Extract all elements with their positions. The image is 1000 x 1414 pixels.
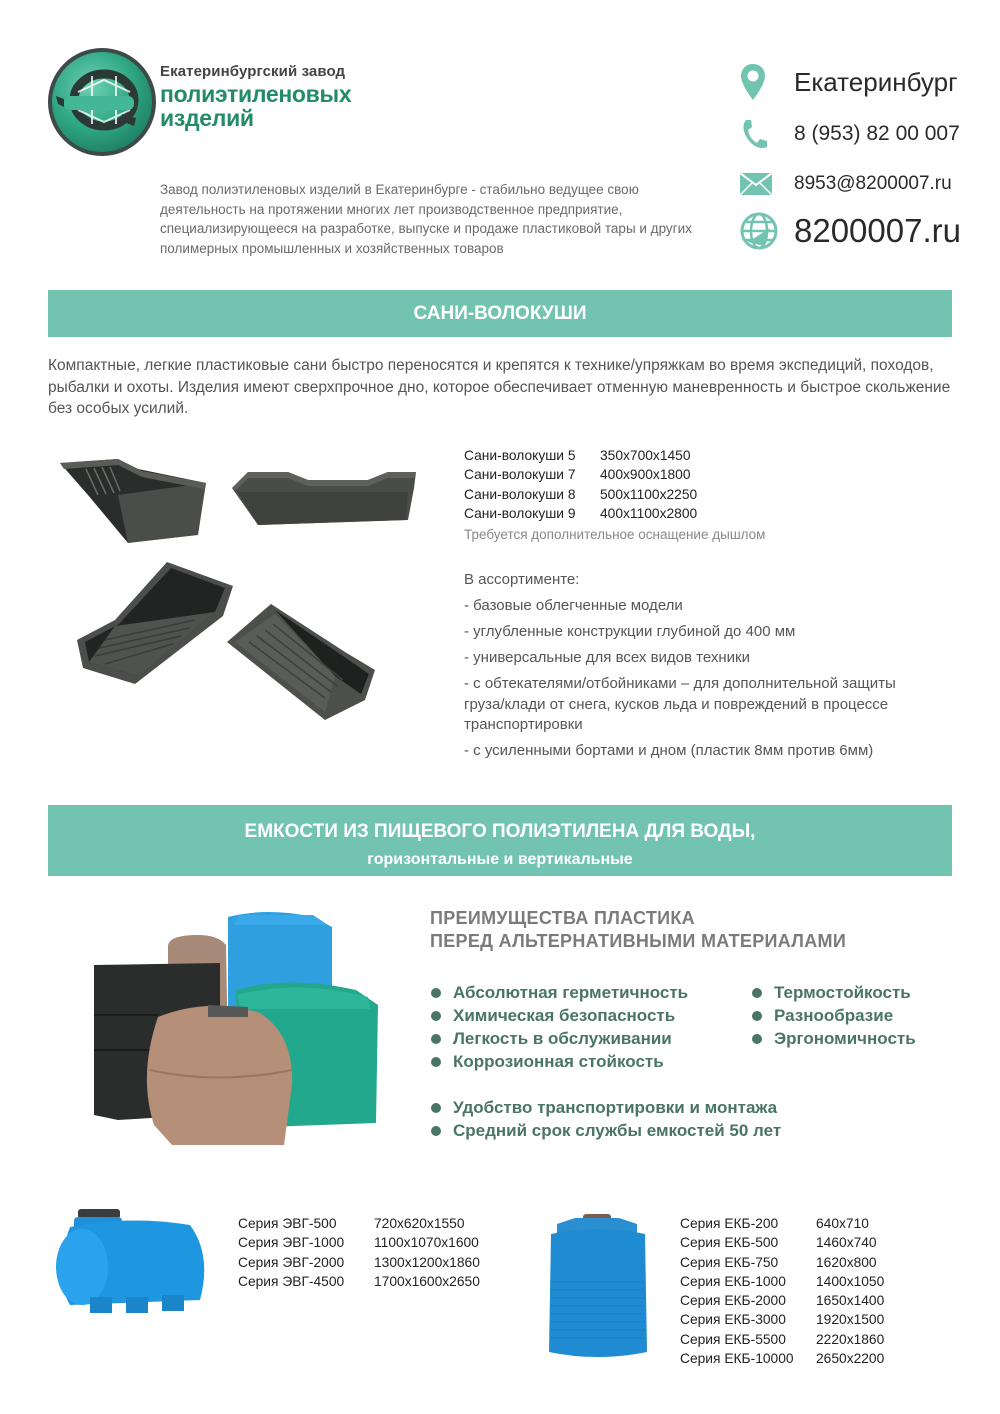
advantages-list-bottom <box>431 1096 781 1142</box>
bullet-icon <box>752 988 762 998</box>
section-header-tanks <box>48 805 952 876</box>
assortment-item: - углубленные конструкции глубиной до 400 мм <box>464 623 796 640</box>
series-row: Серия ЕКБ-1000 1400x1050 <box>680 1273 885 1289</box>
series-row: Серия ЕКБ-3000 1920x1500 <box>680 1312 885 1328</box>
logo-text-line2: полиэтиленовых <box>160 81 352 107</box>
advantage-item: Эргономичность <box>752 1027 916 1050</box>
model-size: 400x900x1800 <box>600 467 691 483</box>
phone-text[interactable]: 8 (953) 82 00 007 <box>794 122 960 145</box>
bullet-icon <box>431 1057 441 1067</box>
sleds-note: Требуется дополнительное оснащение дышлом <box>464 527 766 542</box>
sled-image-1 <box>58 455 208 550</box>
advantages-title-line1: ПРЕИМУЩЕСТВА ПЛАСТИКА <box>430 908 695 928</box>
series-row: Серия ЕКБ-5500 2220x1860 <box>680 1331 885 1347</box>
bullet-icon <box>431 1034 441 1044</box>
tanks-group-image <box>88 905 388 1155</box>
advantages-list-right <box>752 981 916 1051</box>
advantage-item: Коррозионная стойкость <box>431 1051 688 1074</box>
tanks-title: ЕМКОСТИ ИЗ ПИЩЕВОГО ПОЛИЭТИЛЕНА ДЛЯ ВОДЫ, <box>244 821 756 842</box>
horizontal-tank-image <box>50 1205 215 1320</box>
advantage-item: Разнообразие <box>752 1004 916 1027</box>
assortment-item: - базовые облегченные модели <box>464 597 683 614</box>
assortment-item: - с усиленными бортами и дном (пластик 8мм против 6мм) <box>464 742 874 759</box>
website-link[interactable]: 8200007.ru <box>794 212 961 249</box>
section-header-sleds: САНИ-ВОЛОКУШИ <box>48 290 952 337</box>
series-row: Серия ЭВГ-500 720x620x1550 <box>238 1216 465 1231</box>
email-link[interactable]: 8953@8200007.ru <box>794 173 952 194</box>
series-row: Серия ЕКБ-10000 2650x2200 <box>680 1351 885 1367</box>
city-text: Екатеринбург <box>794 66 958 97</box>
model-size: 500x1100x2250 <box>600 486 698 502</box>
contact-city <box>740 64 958 100</box>
assortment-title: В ассортименте: <box>464 571 580 588</box>
sleds-assortment <box>464 570 934 767</box>
sled-image-2 <box>228 470 418 535</box>
model-name: Сани-волокуши 7 <box>464 467 576 483</box>
series-row: Серия ЭВГ-4500 1700x1600x2650 <box>238 1273 480 1289</box>
advantages-title-line2: ПЕРЕД АЛЬТЕРНАТИВНЫМИ МАТЕРИАЛАМИ <box>430 931 847 951</box>
phone-icon <box>740 116 780 152</box>
advantage-item: Легкость в обслуживании <box>431 1027 688 1050</box>
sled-image-3 <box>75 560 235 695</box>
logo-text-line1: Екатеринбургский завод <box>160 63 346 80</box>
bullet-icon <box>431 1011 441 1021</box>
contact-website[interactable] <box>740 212 961 250</box>
sled-image-4 <box>225 602 380 727</box>
series-row: Серия ЭВГ-2000 1300x1200x1860 <box>238 1254 480 1270</box>
company-intro: Завод полиэтиленовых изделий в Екатеринбурге - стабильно ведущее свою деятельность на протяжении многих лет производственное предприятие, специализирующееся на разработке, выпуске и продаже пластиковой тары и других полимерных промышленных и хозяйственных товаров <box>160 182 692 256</box>
advantage-item: Удобство транспортировки и монтажа <box>431 1096 781 1119</box>
spec-row <box>464 504 697 523</box>
evg-series-table <box>238 1214 480 1291</box>
advantages-list-left <box>431 981 688 1074</box>
spec-row <box>464 446 697 465</box>
advantages-title <box>430 907 846 953</box>
model-name: Сани-волокуши 5 <box>464 448 576 463</box>
series-row: Серия ЕКБ-500 1460x740 <box>680 1235 877 1251</box>
assortment-item: - универсальные для всех видов техники <box>464 649 750 666</box>
series-row: Серия ЭВГ-1000 1100x1070x1600 <box>238 1235 479 1251</box>
series-row: Серия ЕКБ-200 640x710 <box>680 1216 869 1231</box>
ekb-series-table <box>680 1214 884 1368</box>
sleds-spec-table <box>464 446 697 523</box>
assortment-item: - с обтекателями/отбойниками – для дополнительной защиты груза/клади от снега, кусков льда и повреждений в процессе транспортировки <box>464 675 896 733</box>
bullet-icon <box>752 1034 762 1044</box>
series-row: Серия ЕКБ-750 1620x800 <box>680 1254 877 1270</box>
model-size: 400x1100x2800 <box>600 505 698 521</box>
model-size: 350x700x1450 <box>600 448 691 463</box>
contact-phone[interactable] <box>740 116 960 152</box>
contact-email[interactable] <box>740 166 952 202</box>
globe-icon <box>740 213 780 249</box>
advantage-item: Абсолютная герметичность <box>431 981 688 1004</box>
sleds-description: Компактные, легкие пластиковые сани быстро переносятся и крепятся к технике/упряжкам во время экспедиций, походов, рыбалки и охоты. Изделия имеют сверхпрочное дно, которое обеспечивает отменную маневренность и быстрое скольжение без особых усилий. <box>48 357 951 417</box>
envelope-icon <box>740 166 780 202</box>
vertical-tank-image <box>545 1212 650 1367</box>
spec-row <box>464 465 697 484</box>
bullet-icon <box>431 988 441 998</box>
location-pin-icon <box>740 64 780 100</box>
bullet-icon <box>431 1126 441 1136</box>
spec-row <box>464 485 697 504</box>
bullet-icon <box>431 1103 441 1113</box>
logo-text-line3: изделий <box>160 105 254 131</box>
globe-e-hands-icon <box>52 52 152 152</box>
advantage-item: Химическая безопасность <box>431 1004 688 1027</box>
company-logo <box>48 48 156 156</box>
advantage-item: Термостойкость <box>752 981 916 1004</box>
model-name: Сани-волокуши 8 <box>464 486 576 502</box>
model-name: Сани-волокуши 9 <box>464 505 576 521</box>
bullet-icon <box>752 1011 762 1021</box>
series-row: Серия ЕКБ-2000 1650x1400 <box>680 1293 885 1309</box>
tanks-subtitle: горизонтальные и вертикальные <box>367 851 633 868</box>
advantage-item: Средний срок службы емкостей 50 лет <box>431 1119 781 1142</box>
